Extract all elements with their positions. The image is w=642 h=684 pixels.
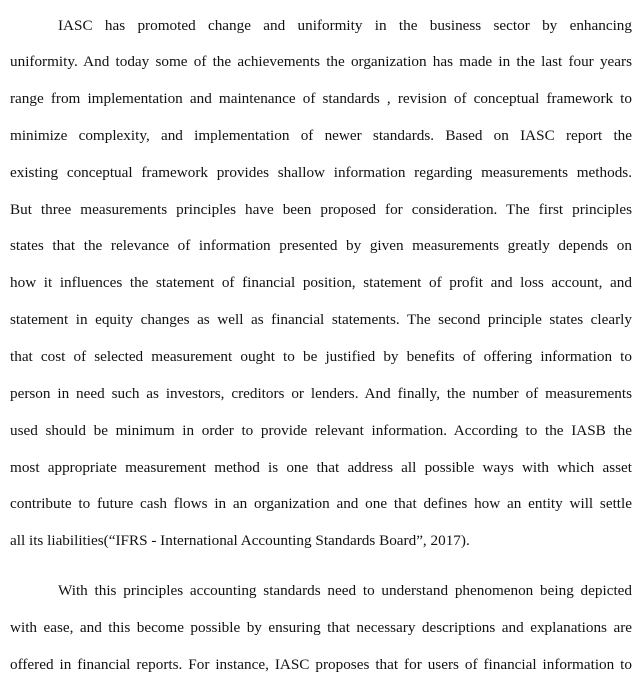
paragraph-line: with ease, and this become possible by ensuring that necessary descriptions and explanations are [10, 619, 632, 636]
paragraph-line-last: all its liabilities(“IFRS - International Accounting Standards Board”, 2017). [10, 532, 470, 549]
paragraph-line: states that the relevance of information presented by given measurements greatly depends on [10, 237, 632, 254]
paragraph-line: uniformity. And today some of the achievements the organization has made in the last four years [10, 53, 632, 70]
paragraph-line: With this principles accounting standards need to understand phenomenon being depicted [58, 582, 632, 599]
paragraph-line: used should be minimum in order to provide relevant information. According to the IASB the [10, 422, 632, 439]
paragraph-line: most appropriate measurement method is one that address all possible ways with which asset [10, 459, 632, 476]
paragraph-line: how it influences the statement of financial position, statement of profit and loss account, and [10, 274, 632, 291]
paragraph-line: that cost of selected measurement ought to be justified by benefits of offering information to [10, 348, 632, 365]
paragraph-line: existing conceptual framework provides shallow information regarding measurements methods. [10, 164, 632, 181]
paragraph-line: range from implementation and maintenance of standards , revision of conceptual framework to [10, 90, 632, 107]
paragraph-line: minimize complexity, and implementation of newer standards. Based on IASC report the [10, 127, 632, 144]
paragraph-line: contribute to future cash flows in an organization and one that defines how an entity will settle [10, 495, 632, 512]
paragraph-line: But three measurements principles have been proposed for consideration. The first principles [10, 201, 632, 218]
paragraph-line: offered in financial reports. For instance, IASC proposes that for users of financial information to [10, 656, 632, 673]
paragraph-line: person in need such as investors, creditors or lenders. And finally, the number of measurements [10, 385, 632, 402]
paragraph-line: statement in equity changes as well as financial statements. The second principle states clearly [10, 311, 632, 328]
paragraph-line: IASC has promoted change and uniformity in the business sector by enhancing [58, 17, 632, 34]
